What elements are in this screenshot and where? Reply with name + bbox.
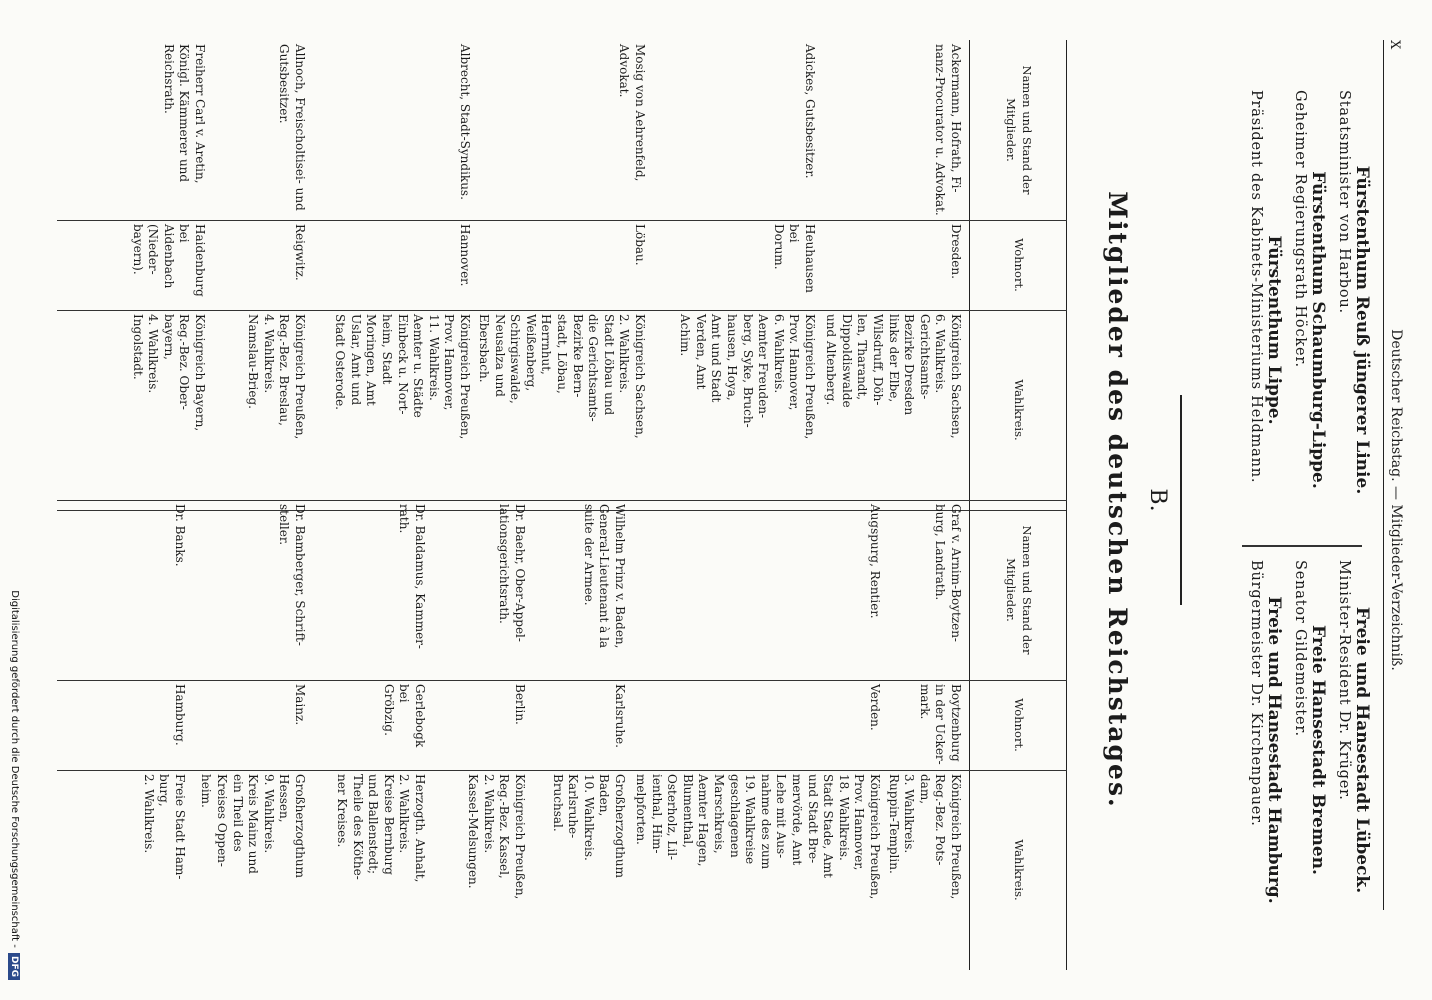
member-name: Wilhelm Prinz v. Baden, General-Lieutenant à la suite der Armee. bbox=[581, 504, 627, 649]
state-member: Geheimer Regierungsrath Höcker. bbox=[1292, 90, 1308, 368]
member-name: Dr. Baldamus, Kammer- rath. bbox=[397, 504, 427, 649]
member-wohnort: Dresden. bbox=[949, 224, 963, 279]
dfg-note: Digitalisierung gefördert durch die Deutsche Forschungsgemeinschaft - bbox=[9, 590, 20, 948]
state-heading: Freie und Hansestadt Hamburg. bbox=[1264, 596, 1284, 904]
member-wahlkreis: Königreich Preußen, Prov. Hannover, 6. Wahlkreis. Aemter Freuden- berg, Syke, Bruch- hausen, Hoya, Amt und Stadt Verden, Amt Achim. bbox=[678, 314, 817, 440]
member-wahlkreis: Freie Stadt Ham- burg, 2. Wahlkreis. bbox=[141, 774, 187, 880]
member-wohnort: Mainz. bbox=[293, 684, 307, 726]
member-name: Dr. Baehr, Ober-Appel- lationsgerichtsrath. bbox=[497, 504, 527, 642]
member-wahlkreis: Königreich Preußen, Reg.-Bez. Pots- dam, 3. Wahlkreis. Ruppin-Templin. bbox=[886, 774, 963, 900]
member-wahlkreis: Königreich Sachsen, 2. Wahlkreis. Stadt Löbau und die Gerichtsamts- Bezirke Bern- stadt, Löbau, Herrnhut, Weißenberg, Schirgiswalde, Neusalza und Ebersbach. bbox=[477, 314, 647, 439]
member-wohnort: Hamburg. bbox=[173, 684, 187, 746]
header-name: Namen und Stand der Mitglieder. bbox=[1004, 65, 1034, 195]
section-rule bbox=[1181, 395, 1183, 605]
member-wohnort: Karlsruhe. bbox=[613, 684, 627, 748]
member-wahlkreis: Großherzogthum Baden, 10. Wahlkreis. Karlsruhe- Bruchsal. bbox=[550, 774, 627, 879]
section-title: Mitglieder des deutschen Reichstages. bbox=[1103, 191, 1132, 809]
section-letter: B. bbox=[1145, 488, 1170, 512]
member-wohnort: Heuhausen bei Dorum. bbox=[771, 224, 817, 293]
table-header bbox=[969, 40, 1067, 510]
state-member: Bürgermeister Dr. Kirchenpauer. bbox=[1248, 560, 1264, 827]
running-head-title: Deutscher Reichstag. — Mitglieder-Verzeichniß. bbox=[1388, 329, 1404, 671]
member-wohnort: Hannover. bbox=[458, 224, 472, 287]
state-member: Senator Gildemeister. bbox=[1292, 560, 1308, 737]
member-name: Mosig von Aehrenfeld, Advokat. bbox=[617, 44, 647, 182]
member-wahlkreis: Königreich Preußen, Prov. Hannover, 18. Wahlkreis. Stadt Stade, Amt und Stadt Bre- mervörde, Amt Lehe mit Aus- nahme des zum 19. Wahlkreise geschlagenen Marschkreis, Aemter Hagen, Blumenthal, Osterholz, Lil- ienthal, Him- melpforten. bbox=[634, 774, 882, 900]
member-wohnort: Reigwitz. bbox=[293, 224, 307, 281]
member-wohnort: Berlin. bbox=[513, 684, 527, 725]
header-name: Namen und Stand der Mitglieder. bbox=[1004, 525, 1034, 655]
member-wohnort: Haidenburg bei Aidenbach (Nieder- bayern). bbox=[130, 224, 207, 297]
header-wahlkreis: Wahlkreis. bbox=[1011, 379, 1026, 441]
member-name: Albrecht, Stadt-Syndikus. bbox=[458, 44, 472, 200]
page-number: X bbox=[1387, 40, 1402, 50]
member-name: Dr. Bamberger, Schrift- steller. bbox=[277, 504, 307, 646]
section-a bbox=[1192, 90, 1372, 950]
state-heading: Fürstenthum Reuß jüngerer Linie. bbox=[1352, 165, 1372, 495]
member-wohnort: Verden. bbox=[868, 684, 882, 731]
member-name: Freiherr Carl v. Aretin, Königl. Kämmerer und Reichsrath. bbox=[161, 44, 207, 184]
member-wahlkreis: Großherzogthum Hessen, 9. Wahlkreis. Kreis Mainz und ein Theil des Kreises Oppen- heim. bbox=[199, 774, 307, 879]
running-head-rule bbox=[1383, 40, 1384, 910]
state-heading: Fürstenthum Schaumburg-Lippe. bbox=[1308, 171, 1328, 489]
member-wohnort: Boytzenburg in der Ucker- mark. bbox=[917, 684, 963, 765]
column-rule bbox=[57, 500, 1067, 501]
member-name: Allnoch, Freischoltisei- und Gutsbesitzer. bbox=[277, 44, 307, 211]
dfg-footer bbox=[8, 20, 27, 980]
state-heading: Freie Hansestadt Bremen. bbox=[1308, 625, 1328, 875]
member-name: Augspurg, Rentier. bbox=[868, 504, 882, 619]
dfg-logo: DFG bbox=[8, 953, 20, 980]
state-heading: Freie und Hansestadt Lübeck. bbox=[1352, 606, 1372, 894]
member-wahlkreis: Königreich Bayern, Reg.-Bez. Ober- bayern, 4. Wahlkreis. Ingolstadt. bbox=[130, 314, 207, 432]
member-name: Ackermann, Hofrath, Fi- nanz-Procurator u. Advokat. bbox=[933, 44, 963, 216]
members-table-right bbox=[57, 500, 1067, 970]
state-member: Präsident des Kabinets-Ministeriums Heldmann. bbox=[1248, 90, 1264, 484]
state-member: Staatsminister von Harbou. bbox=[1336, 90, 1352, 314]
header-wahlkreis: Wahlkreis. bbox=[1011, 839, 1026, 901]
column-rule bbox=[57, 220, 1067, 221]
member-wahlkreis: Königreich Preußen, Reg.-Bez. Breslau, 4. Wahlkreis. Namslau-Brieg. bbox=[246, 314, 307, 440]
member-wahlkreis: Königreich Sachsen, 6. Wahlkreis. Gerichtsamts- Bezirke Dresden links der Elbe, Wilsdruff, Döh- len, Tharandt, Dippoldiswalde und Altenberg. bbox=[824, 314, 963, 439]
header-wohnort: Wohnort. bbox=[1011, 238, 1026, 292]
table-header bbox=[969, 500, 1067, 970]
member-name: Adickes, Gutsbesitzer. bbox=[803, 44, 817, 179]
member-wohnort: Löbau. bbox=[633, 224, 647, 266]
member-wahlkreis: Königreich Preußen, Prov. Hannover, 11. Wahlkreis. Aemter u. Städte Einbeck u. Nort- heim, Stadt Moringen, Amt Uslar, Amt und Stadt Osterode. bbox=[333, 314, 472, 440]
header-wohnort: Wohnort. bbox=[1011, 698, 1026, 752]
member-wahlkreis: Königreich Preußen, Reg.-Bez. Kassel, 2. Wahlkreis. Kassel-Melsungen. bbox=[466, 774, 527, 900]
member-name: Dr. Banks. bbox=[173, 504, 187, 567]
members-table-left bbox=[57, 40, 1067, 510]
column-divider bbox=[1242, 545, 1362, 547]
member-wahlkreis: Herzogth. Anhalt, 2. Wahlkreis. Kreise Bernburg und Ballenstedt; Theile des Köthe- ner Kreises. bbox=[335, 774, 427, 883]
member-name: Graf v. Arnim-Boytzen- burg, Landrath. bbox=[933, 504, 963, 642]
state-heading: Fürstenthum Lippe. bbox=[1264, 235, 1284, 425]
state-member: Minister-Resident Dr. Krüger. bbox=[1336, 560, 1352, 801]
member-wohnort: Gerlebogk bei Gröbzig. bbox=[381, 684, 427, 748]
